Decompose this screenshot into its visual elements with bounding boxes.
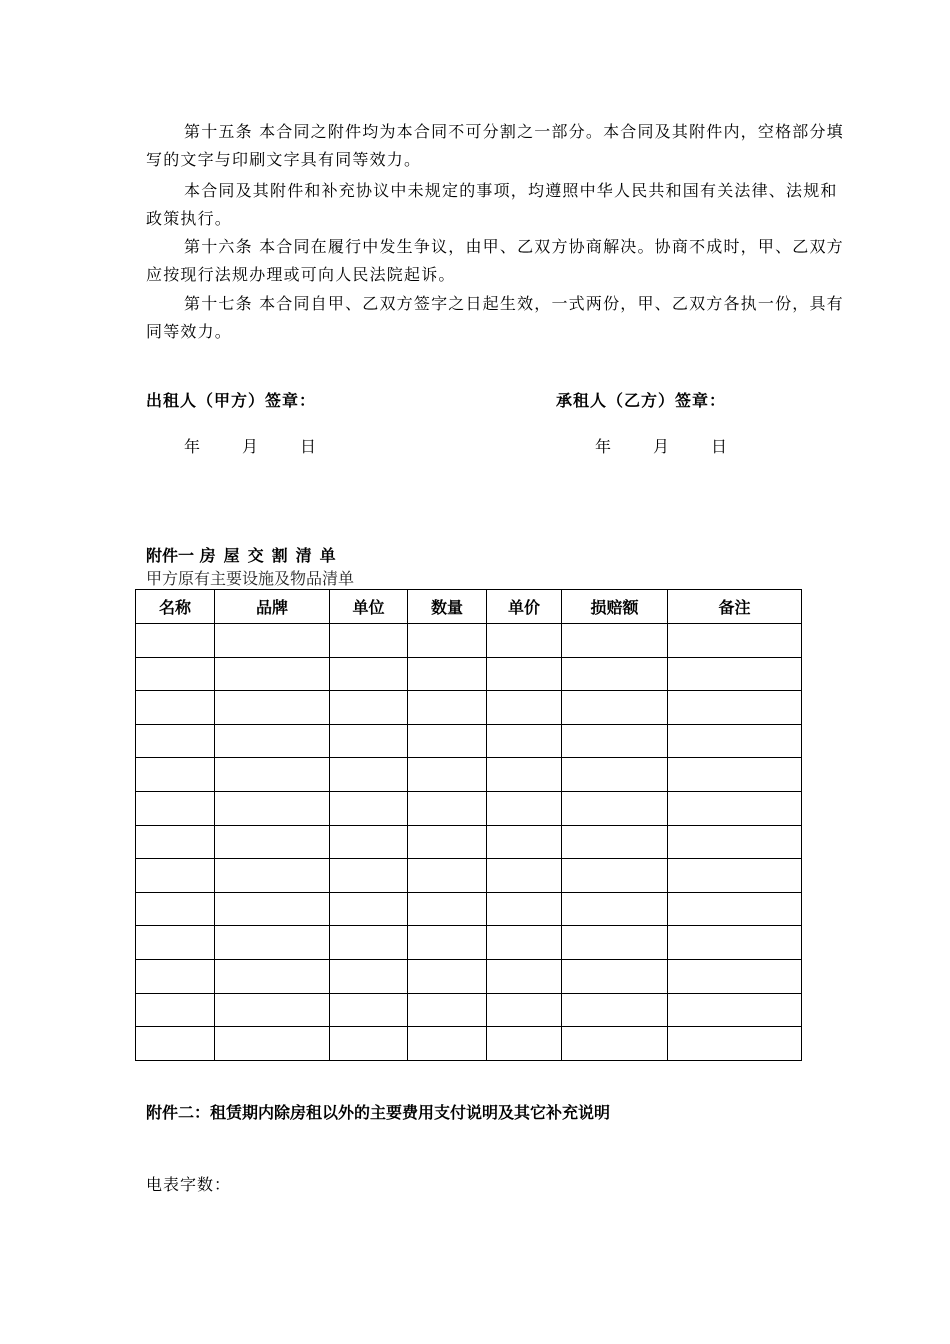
table-cell <box>330 892 408 926</box>
table-row <box>136 624 802 658</box>
lessee-signature-label: 承租人（乙方）签章： <box>556 391 727 410</box>
table-cell <box>668 724 802 758</box>
table-cell <box>330 791 408 825</box>
attachment2-heading: 附件二：租赁期内除房租以外的主要费用支付说明及其它补充说明 <box>146 1103 611 1122</box>
lessee-date-day: 日 <box>711 437 728 456</box>
table-cell <box>668 657 802 691</box>
table-cell <box>215 926 330 960</box>
column-header: 损赔额 <box>562 590 668 624</box>
table-cell <box>487 859 562 893</box>
table-cell <box>215 791 330 825</box>
table-cell <box>136 959 215 993</box>
table-cell <box>562 657 668 691</box>
table-cell <box>487 724 562 758</box>
table-cell <box>408 624 487 658</box>
table-cell <box>215 892 330 926</box>
table-cell <box>215 1027 330 1061</box>
table-cell <box>215 758 330 792</box>
clause-17: 第十七条 本合同自甲、乙双方签字之日起生效，一式两份，甲、乙双方各执一份，具有同等效力。 <box>146 294 844 341</box>
lessor-date-month: 月 <box>242 437 259 456</box>
table-cell <box>136 791 215 825</box>
table-cell <box>487 993 562 1027</box>
column-header: 单价 <box>487 590 562 624</box>
table-cell <box>330 1027 408 1061</box>
table-cell <box>408 926 487 960</box>
lessor-date <box>184 434 358 457</box>
table-cell <box>330 825 408 859</box>
column-header: 名称 <box>136 590 215 624</box>
table-cell <box>136 926 215 960</box>
table-cell <box>562 791 668 825</box>
table-cell <box>668 758 802 792</box>
table-cell <box>330 926 408 960</box>
table-cell <box>136 1027 215 1061</box>
table-cell <box>562 624 668 658</box>
table-cell <box>487 657 562 691</box>
table-cell <box>330 724 408 758</box>
table-cell <box>487 791 562 825</box>
table-cell <box>136 724 215 758</box>
table-cell <box>668 624 802 658</box>
table-cell <box>330 657 408 691</box>
table-cell <box>487 691 562 725</box>
table-cell <box>136 892 215 926</box>
table-cell <box>136 993 215 1027</box>
table-cell <box>136 859 215 893</box>
table-row <box>136 657 802 691</box>
table-row <box>136 724 802 758</box>
lessee-date-year: 年 <box>595 437 612 456</box>
table-cell <box>562 959 668 993</box>
column-header: 备注 <box>668 590 802 624</box>
table-cell <box>408 791 487 825</box>
table-cell <box>215 724 330 758</box>
table-cell <box>487 624 562 658</box>
table-cell <box>136 758 215 792</box>
table-row <box>136 1027 802 1061</box>
table-cell <box>408 892 487 926</box>
table-cell <box>562 892 668 926</box>
table-cell <box>487 959 562 993</box>
table-cell <box>668 691 802 725</box>
table-cell <box>668 959 802 993</box>
table-cell <box>562 724 668 758</box>
table-cell <box>215 825 330 859</box>
meter-reading-label: 电表字数： <box>146 1175 232 1194</box>
table-cell <box>330 959 408 993</box>
table-cell <box>487 926 562 960</box>
table-cell <box>408 859 487 893</box>
table-cell <box>562 825 668 859</box>
table-cell <box>668 1027 802 1061</box>
table-cell <box>487 892 562 926</box>
table-row <box>136 825 802 859</box>
table-header-row <box>136 590 802 624</box>
table-cell <box>562 859 668 893</box>
table-cell <box>215 859 330 893</box>
table-cell <box>668 993 802 1027</box>
table-cell <box>668 926 802 960</box>
clause-16: 第十六条 本合同在履行中发生争议，由甲、乙双方协商解决。协商不成时，甲、乙双方应按现行法规办理或可向人民法院起诉。 <box>146 237 844 284</box>
table-cell <box>330 691 408 725</box>
table-cell <box>408 758 487 792</box>
table-cell <box>136 691 215 725</box>
table-cell <box>562 691 668 725</box>
table-cell <box>562 926 668 960</box>
table-row <box>136 959 802 993</box>
lessor-date-day: 日 <box>300 437 317 456</box>
table-cell <box>562 993 668 1027</box>
column-header: 品牌 <box>215 590 330 624</box>
table-cell <box>136 657 215 691</box>
clause-15: 第十五条 本合同之附件均为本合同不可分割之一部分。本合同及其附件内，空格部分填写的文字与印刷文字具有同等效力。 <box>146 122 844 169</box>
table-cell <box>668 825 802 859</box>
table-cell <box>408 959 487 993</box>
lessee-date-month: 月 <box>653 437 670 456</box>
table-row <box>136 758 802 792</box>
attachment1-subtitle: 甲方原有主要设施及物品清单 <box>146 569 355 588</box>
table-cell <box>668 859 802 893</box>
table-cell <box>408 691 487 725</box>
lessor-date-year: 年 <box>184 437 201 456</box>
table-cell <box>215 624 330 658</box>
table-cell <box>487 825 562 859</box>
table-cell <box>408 825 487 859</box>
table-cell <box>215 657 330 691</box>
table-cell <box>136 624 215 658</box>
table-row <box>136 892 802 926</box>
table-cell <box>330 624 408 658</box>
table-row <box>136 993 802 1027</box>
table-cell <box>408 993 487 1027</box>
table-cell <box>408 724 487 758</box>
table-cell <box>668 791 802 825</box>
table-row <box>136 791 802 825</box>
table-row <box>136 926 802 960</box>
table-cell <box>487 758 562 792</box>
lessor-signature-label: 出租人（甲方）签章： <box>146 391 317 410</box>
column-header: 数量 <box>408 590 487 624</box>
table-cell <box>668 892 802 926</box>
table-cell <box>408 657 487 691</box>
table-cell <box>487 1027 562 1061</box>
lessee-date <box>595 434 769 457</box>
attachment1-title: 房屋交割清单 <box>199 546 344 565</box>
table-cell <box>408 1027 487 1061</box>
table-row <box>136 691 802 725</box>
table-row <box>136 859 802 893</box>
attachment1-heading <box>146 543 344 566</box>
table-cell <box>136 825 215 859</box>
table-cell <box>330 758 408 792</box>
table-cell <box>330 859 408 893</box>
table-cell <box>215 691 330 725</box>
table-cell <box>215 959 330 993</box>
clause-supplement: 本合同及其附件和补充协议中未规定的事项，均遵照中华人民共和国有关法律、法规和政策执行。 <box>146 181 838 228</box>
table-cell <box>330 993 408 1027</box>
handover-inventory-table <box>135 589 802 1061</box>
attachment1-prefix: 附件一 <box>146 546 195 565</box>
table-cell <box>562 1027 668 1061</box>
column-header: 单位 <box>330 590 408 624</box>
table-cell <box>215 993 330 1027</box>
table-cell <box>562 758 668 792</box>
table-body <box>136 624 802 1061</box>
